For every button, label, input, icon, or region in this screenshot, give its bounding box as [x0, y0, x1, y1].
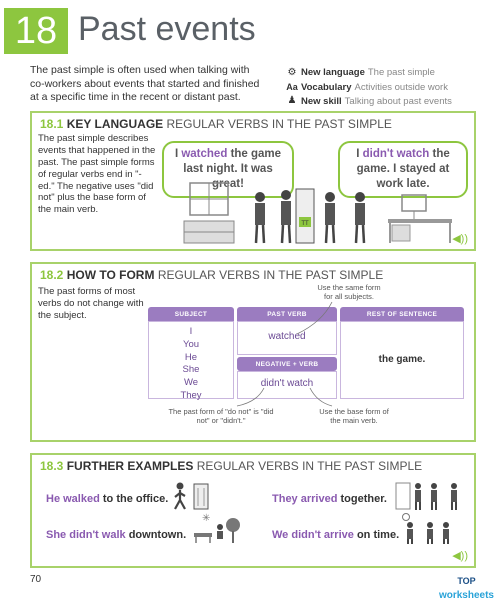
walking-to-office-illustration [172, 481, 212, 511]
page-title: Past events [78, 10, 256, 48]
board-label: TT [301, 221, 309, 227]
unit-meta [286, 66, 452, 109]
not-on-time-illustration [400, 513, 460, 545]
subject-item: She [182, 364, 200, 376]
audio-icon[interactable]: ◀)) [452, 233, 468, 245]
intro-text: The past simple is often used when talking with co-workers about events that started and finished at a specific time in the recent or distant past. [30, 64, 260, 104]
section-heading: KEY LANGUAGE [66, 117, 164, 131]
section-title [40, 117, 392, 131]
section-number: 18.2 [40, 268, 64, 282]
section-heading: HOW TO FORM [66, 268, 155, 282]
unit-number: 18 [4, 8, 68, 54]
section-explanation: The past simple describes events that happened in the past. The past simple forms of regular verbs end in "-ed." The negative uses "did not" plus the base form of the main verb. [38, 133, 156, 216]
subject-item: You [182, 338, 200, 350]
section-further-examples [30, 453, 476, 568]
meta-value: Talking about past events [344, 95, 452, 107]
bubble-text: the game. I stayed at work late. [356, 148, 450, 190]
section-subheading: REGULAR VERBS IN THE PAST SIMPLE [157, 268, 384, 282]
brand-bottom: worksheets [438, 590, 494, 601]
audio-icon[interactable]: ◀)) [452, 550, 468, 562]
section-number: 18.1 [40, 117, 64, 131]
example-rest: together. [340, 493, 387, 505]
annotation-same-form: Use the same form for all subjects. [317, 283, 381, 301]
puzzle-person-icon: ♟ [287, 95, 297, 107]
subject-item: I [189, 326, 193, 337]
bubble-text: I [356, 148, 360, 160]
meta-new-language [286, 66, 452, 81]
negative-verb-text: didn't watch [260, 378, 314, 389]
bubble-text: I [174, 148, 179, 160]
section-title [40, 459, 422, 473]
example-verb: We didn't arrive [272, 529, 354, 541]
section-number: 18.3 [40, 459, 64, 473]
example-verb: He walked [46, 493, 100, 505]
section-explanation: The past forms of most verbs do not change with the subject. [38, 286, 144, 321]
svg-text:✳: ✳ [202, 513, 211, 524]
gears-icon: ⚙ [287, 67, 297, 78]
section-heading: FURTHER EXAMPLES [66, 459, 194, 473]
meta-value: The past simple [367, 67, 435, 79]
subject-item: They [180, 390, 202, 402]
subject-item: We [183, 377, 199, 389]
bubble-text: the game last night. It was great! [183, 148, 282, 190]
meta-label: Vocabulary [301, 81, 352, 93]
column-header-past-verb: PAST VERB [237, 307, 337, 321]
bubble-highlight: didn't watch [362, 148, 430, 160]
section-key-language [30, 111, 476, 251]
page-number: 70 [30, 574, 42, 585]
brand-logo [439, 577, 494, 601]
column-header-negative: NEGATIVE + VERB [237, 357, 337, 371]
section-subheading: REGULAR VERBS IN THE PAST SIMPLE [166, 117, 392, 131]
office-scene-illustration [182, 179, 462, 249]
arrived-together-illustration [394, 481, 464, 511]
brand-top: TOP [457, 576, 476, 586]
example-didnt-arrive [272, 529, 399, 541]
meta-label: New skill [301, 95, 342, 107]
example-walked [46, 493, 168, 505]
annotation-base-form: Use the base form of the main verb. [319, 407, 389, 425]
example-verb: They arrived [272, 493, 338, 505]
example-rest: downtown. [128, 529, 187, 541]
example-rest: to the office. [102, 493, 169, 505]
section-subheading: REGULAR VERBS IN THE PAST SIMPLE [196, 459, 423, 473]
meta-label: New language [301, 67, 365, 79]
meta-vocabulary [286, 81, 452, 95]
example-arrived [272, 493, 387, 505]
example-didnt-walk [46, 529, 186, 541]
subject-item: He [184, 351, 198, 363]
example-verb: She didn't walk [46, 529, 126, 541]
annotation-arrows [32, 264, 478, 444]
downtown-park-illustration [190, 513, 240, 545]
letters-icon: Aa [286, 81, 298, 92]
bubble-highlight: watched [181, 148, 228, 160]
example-rest: on time. [356, 529, 400, 541]
column-header-rest: REST OF SENTENCE [340, 307, 464, 321]
annotation-did-not: The past form of "do not" is "did not" or "didn't." [168, 407, 274, 425]
meta-new-skill [286, 94, 452, 109]
meta-value: Activities outside work [354, 81, 448, 93]
past-verb-text: watched [268, 331, 306, 342]
section-how-to-form [30, 262, 476, 442]
rest-text: the game. [378, 354, 426, 365]
column-header-subject: SUBJECT [148, 307, 234, 321]
